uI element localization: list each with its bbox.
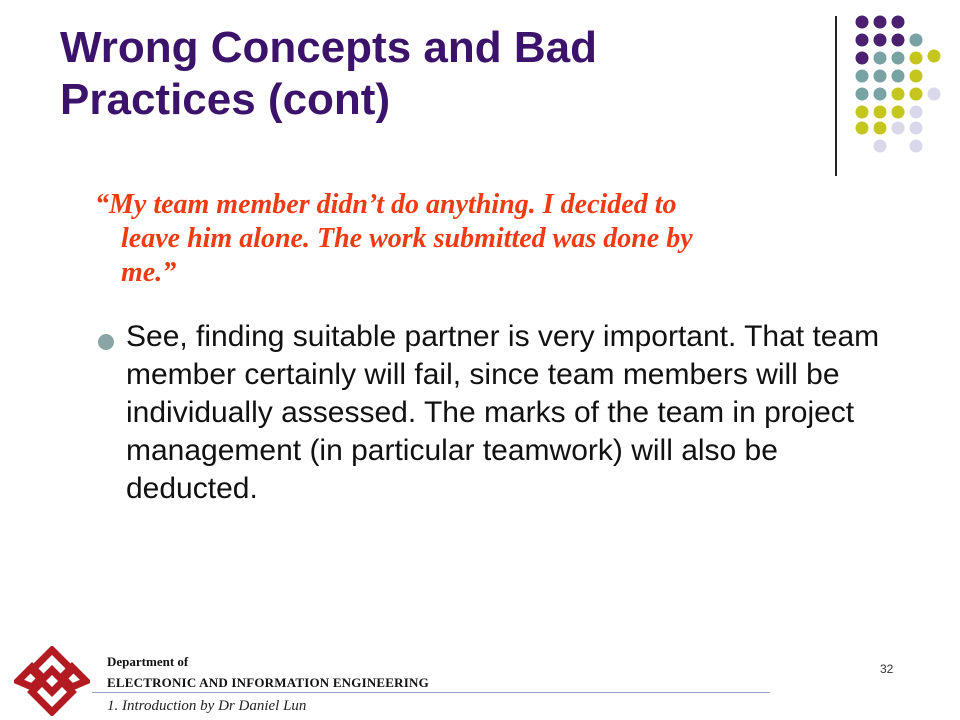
quote-line-3: me.”	[121, 257, 177, 288]
bullet-icon	[98, 334, 114, 350]
decorative-dot-grid	[0, 0, 960, 160]
polyu-logo-icon	[14, 646, 90, 716]
title-line-1: Wrong Concepts and Bad	[60, 23, 597, 72]
quoted-statement	[95, 188, 885, 290]
bullet-text: See, finding suitable partner is very important. That team member certainly will fail, since team members will be individually assessed. The marks of the team in project management (in particular teamwork) will also be deducted.	[126, 320, 880, 505]
page-number: 32	[880, 662, 894, 676]
quote-line-1: “My team member didn’t do anything. I decided to	[95, 189, 677, 220]
department-label: Department of	[107, 654, 189, 669]
course-caption: 1. Introduction by Dr Daniel Lun	[107, 698, 307, 714]
footer-divider	[92, 692, 770, 693]
quote-line-2: leave him alone. The work submitted was done by	[121, 223, 693, 254]
department-name: ELECTRONIC AND INFORMATION ENGINEERING	[107, 675, 429, 690]
title-line-2: Practices (cont)	[60, 75, 391, 124]
